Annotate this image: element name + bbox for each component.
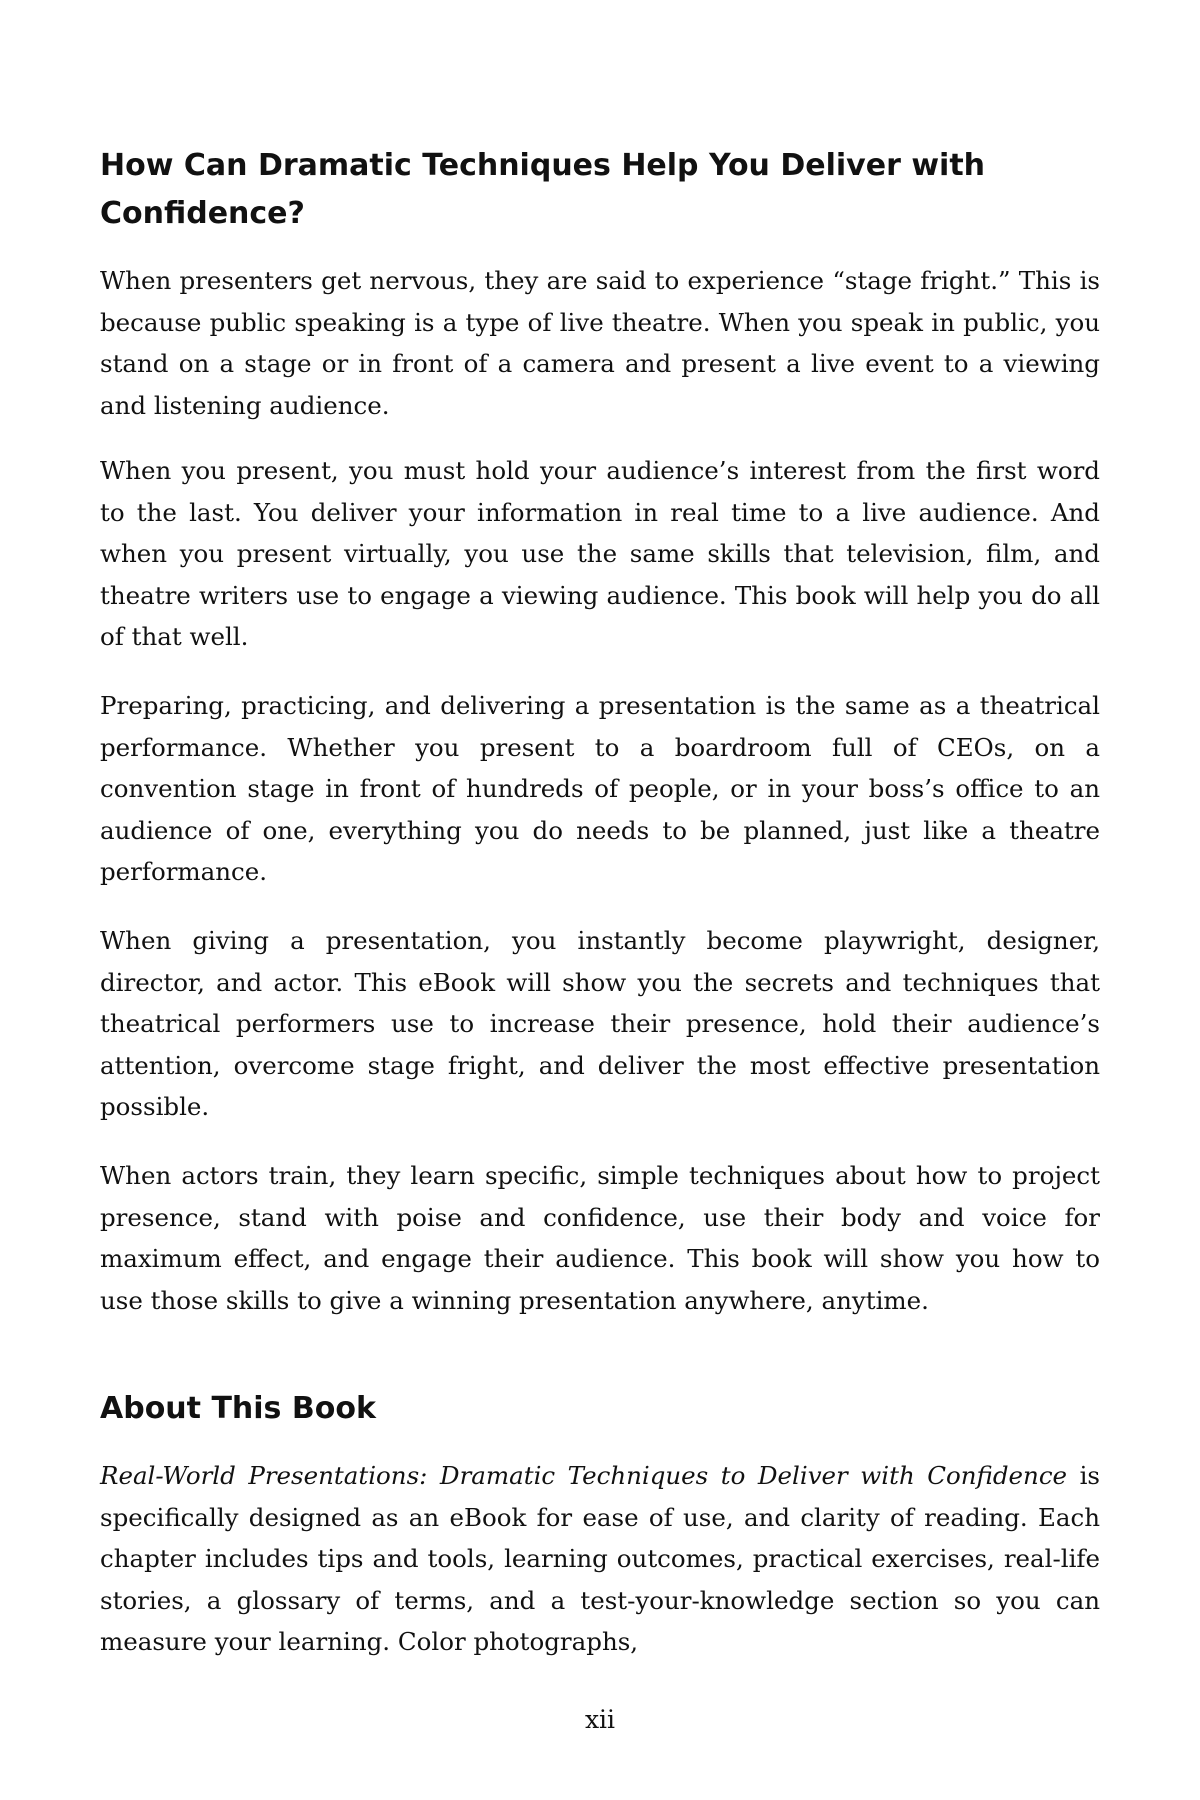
paragraph-playwright-director: When giving a presentation, you instantly become playwright, designer, director, and actor. This eBook will show you the secrets and techniques that theatrical performers use to increase their presence, hold their audience’s attention, overcome stage fright, and deliver the most effective presentation possible. <box>100 926 1100 1121</box>
paragraph-theatrical-performance: Preparing, practicing, and delivering a presentation is the same as a theatrical performance. Whether you present to a boardroom full of CEOs, on a convention stage in front of hundreds of people, or in your boss’s office to an audience of one, everything you do needs to be planned, just like a theatre performance. <box>100 691 1100 886</box>
book-page <box>100 0 1100 1800</box>
paragraph-about-book <box>100 1455 1100 1663</box>
paragraph-about-book-text: is specifically designed as an eBook for ease of use, and clarity of reading. Each chapter includes tips and tools, learning outcomes, practical exercises, real-life stories, a glossary of terms, and a test-your-knowledge section so you can measure your learning. Color photographs, <box>100 1461 1101 1656</box>
section-heading-about-this-book: About This Book <box>100 1391 376 1426</box>
paragraph-actors-train: When actors train, they learn specific, simple techniques about how to project presence, stand with poise and confidence, use their body and voice for maximum effect, and engage their audience. This book will show you how to use those skills to give a winning presentation anywhere, anytime. <box>100 1161 1100 1315</box>
section-heading-dramatic-techniques: How Can Dramatic Techniques Help You Deliver with Confidence? <box>100 148 986 231</box>
page-number: xii <box>584 1705 616 1734</box>
paragraph-hold-interest: When you present, you must hold your audience’s interest from the first word to the last. You deliver your information in real time to a live audience. And when you present virtually, you use the same skills that television, film, and theatre writers use to engage a viewing audience. This book will help you do all of that well. <box>100 456 1100 651</box>
paragraph-stage-fright: When presenters get nervous, they are said to experience “stage fright.” This is because public speaking is a type of live theatre. When you speak in public, you stand on a stage or in front of a camera and present a live event to a viewing and listening audience. <box>100 266 1100 420</box>
book-title: Real-World Presentations: Dramatic Techniques to Deliver with Confidence <box>100 1461 1068 1490</box>
